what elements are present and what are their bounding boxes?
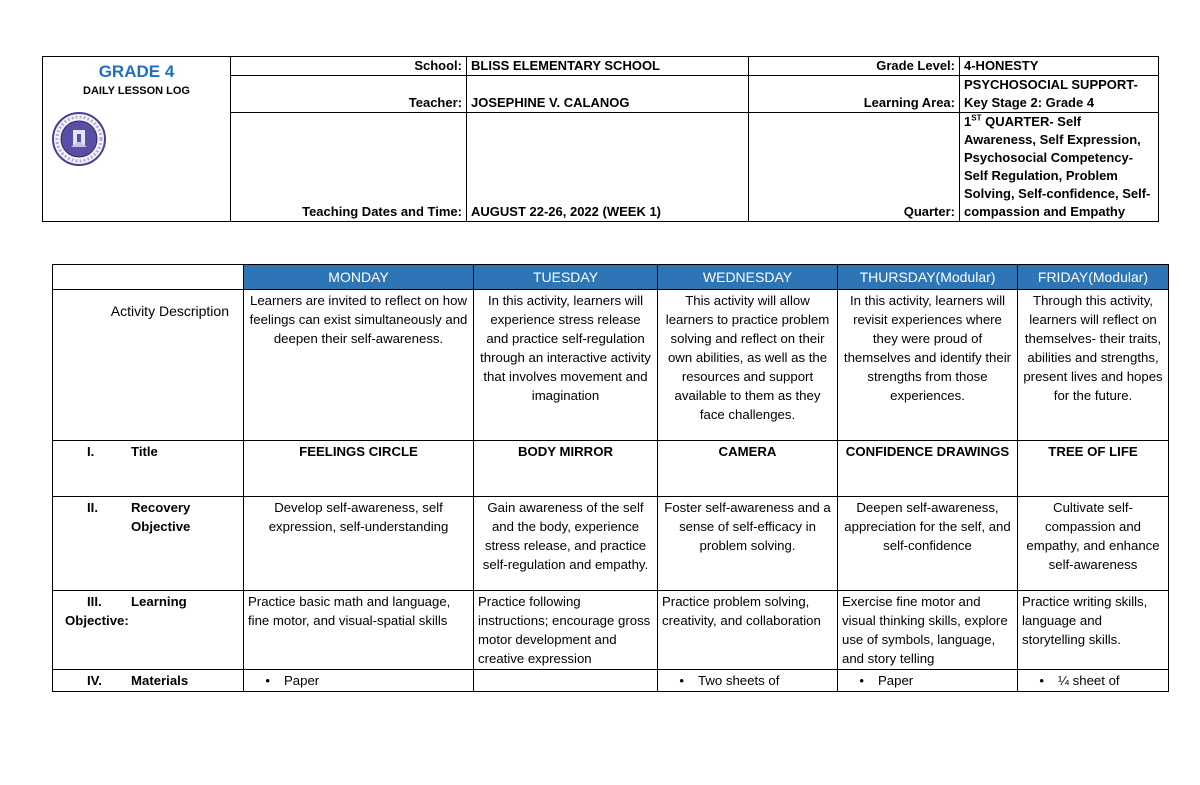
- learning-thursday: Exercise fine motor and visual thinking skills, explore use of symbols, language, and story telling: [838, 591, 1018, 670]
- learning-area-label: Learning Area:: [749, 76, 960, 113]
- bullet-icon: •: [265, 673, 270, 688]
- deped-seal-icon: [51, 111, 107, 167]
- recovery-tuesday: Gain awareness of the self and the body, experience stress release, and practice self-regulation and empathy.: [474, 497, 658, 591]
- day-header-tuesday: TUESDAY: [474, 265, 658, 290]
- materials-label-cell: [53, 670, 244, 692]
- activity-friday: Through this activity, learners will reflect on themselves- their traits, abilities and strengths, present lives and hopes for the future.: [1018, 290, 1169, 441]
- title-tuesday: BODY MIRROR: [474, 441, 658, 497]
- learning-wednesday: Practice problem solving, creativity, and collaboration: [658, 591, 838, 670]
- recovery-monday: Develop self-awareness, self expression, self-understanding: [244, 497, 474, 591]
- school-value: BLISS ELEMENTARY SCHOOL: [467, 57, 749, 76]
- learning-objective-row: [53, 591, 1169, 670]
- brand-cell: [43, 57, 231, 222]
- bullet-icon: •: [859, 673, 864, 688]
- learning-label-line2: Objective:: [65, 613, 129, 628]
- day-header-row: [53, 265, 1169, 290]
- grade-title: GRADE 4: [98, 62, 175, 81]
- daily-lesson-log-subtitle: DAILY LESSON LOG: [83, 85, 190, 97]
- title-thursday: CONFIDENCE DRAWINGS: [838, 441, 1018, 497]
- recovery-wednesday: Foster self-awareness and a sense of self-efficacy in problem solving.: [658, 497, 838, 591]
- materials-tuesday: [474, 670, 658, 692]
- activity-tuesday: In this activity, learners will experience stress release and practice self-regulation through an interactive activity that involves movement and imagination: [474, 290, 658, 441]
- title-label: Title: [131, 444, 158, 459]
- learning-monday: Practice basic math and language, fine motor, and visual-spatial skills: [244, 591, 474, 670]
- materials-friday: [1018, 670, 1169, 692]
- title-monday: FEELINGS CIRCLE: [244, 441, 474, 497]
- materials-friday-text: ¼ sheet of: [1058, 673, 1120, 688]
- day-header-wednesday: WEDNESDAY: [658, 265, 838, 290]
- teacher-value: JOSEPHINE V. CALANOG: [467, 76, 749, 113]
- lesson-table: [52, 264, 1169, 692]
- school-label: School:: [231, 57, 467, 76]
- teacher-label: Teacher:: [231, 76, 467, 113]
- learning-label-line1: Learning: [131, 594, 187, 609]
- recovery-label-cell: [53, 497, 244, 591]
- recovery-objective-row: [53, 497, 1169, 591]
- learning-area-value: PSYCHOSOCIAL SUPPORT- Key Stage 2: Grade 4: [960, 76, 1159, 113]
- header-table: [42, 56, 1159, 222]
- activity-label-cell: [53, 290, 244, 441]
- grade-level-value: 4-HONESTY: [960, 57, 1159, 76]
- teaching-dates-value: AUGUST 22-26, 2022 (WEEK 1): [467, 113, 749, 222]
- learning-label-cell: [53, 591, 244, 670]
- activity-monday: Learners are invited to reflect on how feelings can exist simultaneously and deepen their self-awareness.: [244, 290, 474, 441]
- bullet-icon: •: [1039, 673, 1044, 688]
- grade-level-label: Grade Level:: [749, 57, 960, 76]
- materials-label: Materials: [131, 673, 189, 688]
- bullet-icon: •: [679, 673, 684, 688]
- quarter-label: Quarter:: [749, 113, 960, 222]
- title-number: I.: [87, 444, 95, 459]
- materials-thursday-text: Paper: [878, 673, 914, 688]
- materials-wednesday-text: Two sheets of: [698, 673, 780, 688]
- quarter-number: 1: [964, 114, 972, 129]
- title-label-cell: [53, 441, 244, 497]
- activity-label: Activity Description: [110, 303, 229, 319]
- materials-monday-text: Paper: [284, 673, 320, 688]
- quarter-description: QUARTER- Self Awareness, Self Expression, Psychosocial Competency- Self Regulation, Problem Solving, Self-confidence, Self- compassion and Empathy: [964, 114, 1151, 219]
- title-wednesday: CAMERA: [658, 441, 838, 497]
- activity-row: [53, 290, 1169, 441]
- materials-number: IV.: [87, 673, 102, 688]
- recovery-label-line1: Recovery: [131, 500, 191, 515]
- materials-thursday: [838, 670, 1018, 692]
- learning-tuesday: Practice following instructions; encourage gross motor development and creative expression: [474, 591, 658, 670]
- day-header-thursday: THURSDAY(Modular): [838, 265, 1018, 290]
- day-header-monday: MONDAY: [244, 265, 474, 290]
- learning-number: III.: [87, 594, 102, 609]
- activity-wednesday: This activity will allow learners to practice problem solving and reflect on their own abilities, as well as the resources and support available to them as they face challenges.: [658, 290, 838, 441]
- quarter-ordinal: ST: [971, 113, 982, 123]
- day-header-friday: FRIDAY(Modular): [1018, 265, 1169, 290]
- title-row: [53, 441, 1169, 497]
- recovery-thursday: Deepen self-awareness, appreciation for the self, and self-confidence: [838, 497, 1018, 591]
- corner-cell: [53, 265, 244, 290]
- recovery-friday: Cultivate self-compassion and empathy, and enhance self-awareness: [1018, 497, 1169, 591]
- materials-wednesday: [658, 670, 838, 692]
- learning-friday: Practice writing skills, language and storytelling skills.: [1018, 591, 1169, 670]
- activity-thursday: In this activity, learners will revisit experiences where they were proud of themselves and identify their strengths from those experiences.: [838, 290, 1018, 441]
- recovery-number: II.: [87, 500, 98, 515]
- materials-monday: [244, 670, 474, 692]
- materials-row: [53, 670, 1169, 692]
- teaching-dates-label: Teaching Dates and Time:: [231, 113, 467, 222]
- quarter-value: [960, 113, 1159, 222]
- title-friday: TREE OF LIFE: [1018, 441, 1169, 497]
- recovery-label-line2: Objective: [131, 519, 191, 534]
